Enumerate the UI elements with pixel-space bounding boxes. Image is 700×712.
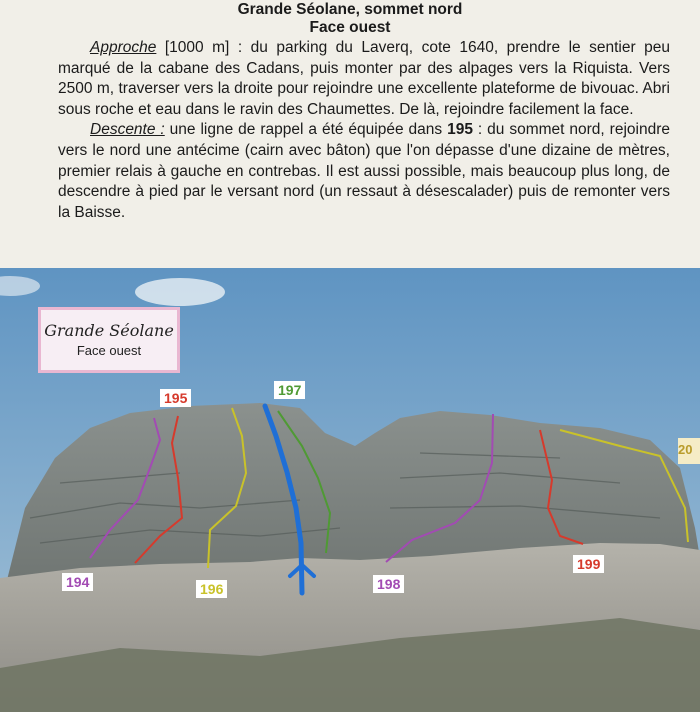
page-title: Grande Séolane, sommet nord	[237, 1, 463, 18]
route-195-label: 195	[160, 389, 191, 407]
descent-paragraph	[58, 120, 670, 223]
description-text	[58, 38, 670, 223]
page-subtitle: Face ouest	[309, 19, 391, 36]
approach-text: [1000 m] : du parking du Laverq, cote 1640, prendre le sentier peu marqué de la cabane des Cadans, puis monter par des alpages vers la Riquista. Vers 2500 m, traverser vers la droite pour rejoindre une excellente plateforme de bivouac. Abri sous roche et eau dans le ravin des Chaumettes. De là, rejoindre facilement la face.	[58, 39, 670, 118]
approach-label: Approche	[90, 39, 157, 56]
route-196-label: 196	[196, 580, 227, 598]
route-194-label: 194	[62, 573, 93, 591]
photo-label-box	[38, 307, 180, 373]
route-199-label: 199	[573, 555, 604, 573]
route-200-edge-label: 20	[678, 438, 700, 464]
photo-label-title: Grande Séolane	[44, 321, 174, 340]
cloud	[135, 278, 225, 306]
descent-text-b: : du sommet nord, rejoindre vers le nord une antécime (cairn avec bâton) que l'on dépasse d'une dizaine de mètres, premier relais à gauche en contrebas. Il est aussi possible, mais beaucoup plus long, de descendre à pied par le versant nord (un ressaut à désescalader) puis de remonter vers la Baisse.	[58, 121, 670, 221]
descent-route-ref: 195	[447, 121, 473, 139]
descent-label: Descente :	[90, 121, 165, 139]
route-197-label: 197	[274, 381, 305, 399]
approach-paragraph	[58, 38, 670, 120]
descent-text-a: une ligne de rappel a été équipée dans	[164, 121, 448, 139]
route-198-label: 198	[373, 575, 404, 593]
photo-label-subtitle: Face ouest	[76, 343, 142, 358]
